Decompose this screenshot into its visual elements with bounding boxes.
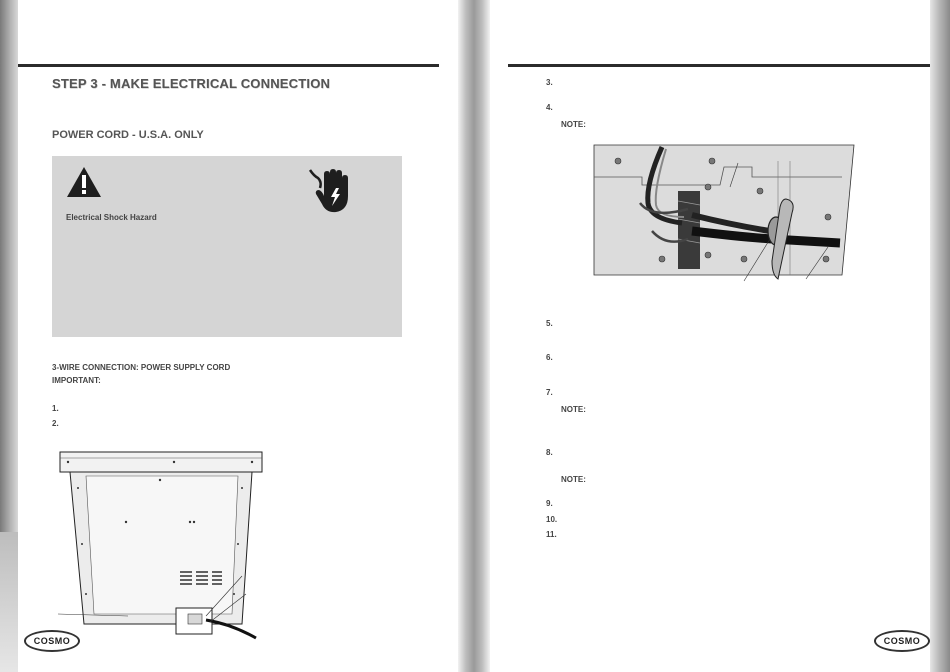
important-label: IMPORTANT: [52,376,101,385]
section-subtitle: POWER CORD - U.S.A. ONLY [52,129,204,141]
step-number: 2. [52,419,59,428]
header-rule-right [508,64,930,67]
warning-triangle-icon [66,166,102,198]
step-number: 7. [546,388,553,397]
step-number: 11. [546,530,557,539]
cosmo-logo-left: COSMO [24,630,80,652]
step-number: 3. [546,78,553,87]
section-title: 3-WIRE CONNECTION: POWER SUPPLY CORD [52,363,231,372]
range-back-panel-illustration [56,444,276,640]
note-label: NOTE: [561,120,586,129]
step-number: 10. [546,515,558,524]
cosmo-logo-right: COSMO [874,630,930,652]
page-edge-right [930,0,950,672]
step-number: 5. [546,319,553,328]
terminal-block-wiring-illustration [592,143,858,283]
page-title: STEP 3 - MAKE ELECTRICAL CONNECTION [52,76,331,91]
step-number: 1. [52,404,59,413]
header-rule-left [18,64,439,67]
warning-box [52,156,402,337]
warning-label: Electrical Shock Hazard [66,213,157,222]
step-number: 8. [546,448,553,457]
step-number: 4. [546,103,553,112]
book-spine [458,0,490,672]
note-label: NOTE: [561,405,586,414]
step-number: 9. [546,499,553,508]
page-edge-left [0,0,18,672]
step-number: 6. [546,353,553,362]
note-label: NOTE: [561,475,586,484]
electric-shock-hand-icon [306,166,354,216]
